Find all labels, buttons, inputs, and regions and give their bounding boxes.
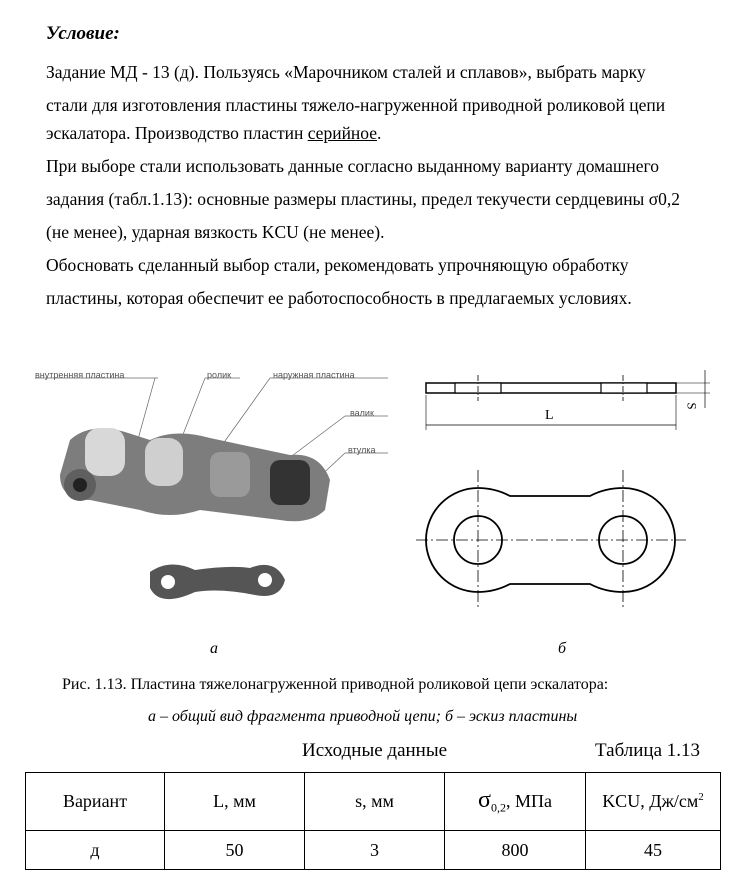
sigma: σ [478,787,491,814]
header-cell: Вариант [26,773,165,831]
table-title: Исходные данные [302,740,448,761]
subfigure-b: б [558,640,567,657]
header-cell: L, мм [165,773,305,831]
chain-illustration [0,360,751,640]
label-inner-plate: внутренняя пластина [35,370,125,380]
header-cell [445,773,586,831]
text-line: (не менее), ударная вязкость KCU (не менее). [46,222,385,242]
dimension-L: L [545,408,554,423]
unit: , МПа [505,791,552,812]
label-bushing: втулка [348,445,376,455]
text-line: пластины, которая обеспечит ее работоспособность в предлагаемых условиях. [46,288,632,308]
dimension-s: S [684,402,700,410]
text-line: стали для изготовления пластины тяжело-нагруженной приводной роликовой цепи [46,95,666,115]
label-roller: ролик [207,370,232,380]
table-number: Таблица 1.13 [595,740,701,761]
table-row [26,831,721,870]
underlined-word: серийное [307,123,378,143]
label-pin: валик [350,408,374,418]
figure-caption-2: а – общий вид фрагмента приводной цепи; б – эскиз пластины [148,708,578,725]
header-cell [586,773,721,831]
text-line: задания (табл.1.13): основные размеры пластины, предел текучести сердцевины σ0,2 [46,189,680,209]
cell: д [26,831,165,870]
table-header-row [26,773,721,831]
figure-caption: Рис. 1.13. Пластина тяжелонагруженной приводной роликовой цепи эскалатора: [62,676,609,693]
cell: 45 [586,831,721,870]
label-outer-plate: наружная пластина [273,370,355,380]
cell: 3 [305,831,445,870]
superscript: 2 [698,791,704,803]
heading: Условие: [46,23,120,44]
cell: 800 [445,831,586,870]
text-line: Задание МД - 13 (д). Пользуясь «Марочником сталей и сплавов», выбрать марку [46,62,646,82]
cell: 50 [165,831,305,870]
header-cell: s, мм [305,773,445,831]
plate-sketch [416,370,710,610]
text-line: Обосновать сделанный выбор стали, рекомендовать упрочняющую обработку [46,255,629,275]
unit: KCU, Дж/см [602,791,699,811]
data-table [25,772,721,870]
text: . [377,123,382,143]
text-line: При выборе стали использовать данные согласно выданному варианту домашнего [46,156,659,176]
subfigure-a: а [210,640,218,657]
text: эскалатора. Производство пластин [46,123,308,143]
subscript: 0,2 [490,800,506,815]
text-line [46,117,381,149]
chain-photo [60,428,330,599]
